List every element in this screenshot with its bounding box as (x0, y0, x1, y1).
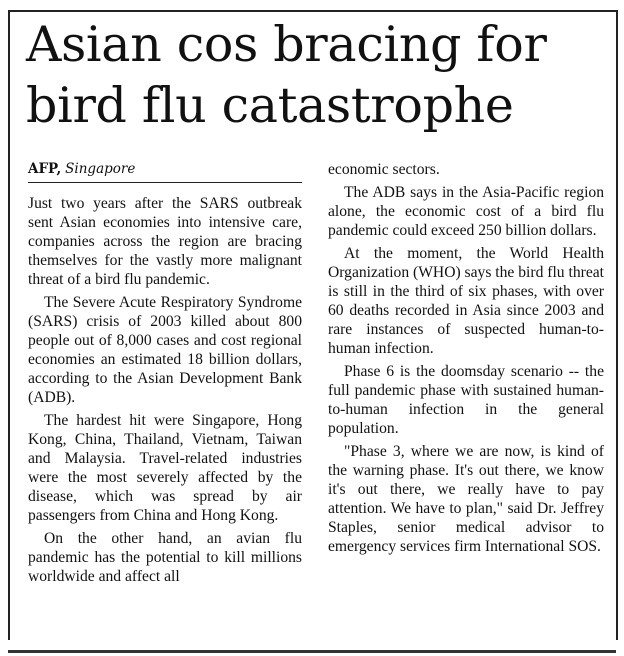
headline (26, 14, 616, 136)
paragraph: On the other hand, an avian flu pandemic has the potential to kill millions worldwide and affect all (28, 530, 302, 585)
article-column-2 (328, 160, 604, 560)
paragraph: The hardest hit were Singapore, Hong Kong, China, Thailand, Vietnam, Taiwan and Malaysia. Travel-related industries were the most severely affected by the disease, which was spread by air passengers from China and Hong Kong. (28, 412, 302, 524)
article-column-1 (28, 194, 302, 590)
dateline-agency: AFP, (28, 161, 62, 177)
paragraph: economic sectors. (328, 161, 440, 178)
paragraph: The ADB says in the Asia-Pacific region alone, the economic cost of a bird flu pandemic could exceed 250 billion dollars. (328, 184, 604, 239)
paragraph: At the moment, the World Health Organization (WHO) says the bird flu threat is still in the third of six phases, with over 60 deaths recorded in Asia since 2003 and rare instances of suspected human-to-human infection. (328, 245, 604, 357)
paragraph: Just two years after the SARS outbreak sent Asian economies into intensive care, companies across the region are bracing themselves for the vastly more malignant threat of a bird flu pandemic. (28, 195, 302, 288)
dateline (28, 160, 135, 178)
headline-line-1: Asian cos bracing for (26, 16, 547, 73)
dateline-rule (28, 182, 302, 183)
paragraph: Phase 6 is the doomsday scenario -- the full pandemic phase with sustained human-to-human infection in the general population. (328, 363, 604, 437)
paragraph: The Severe Acute Respiratory Syndrome (SARS) crisis of 2003 killed about 800 people out of 8,000 cases and cost regional economies an estimated 18 billion dollars, according to the Asian Development Bank (ADB). (28, 294, 302, 406)
bottom-rule (8, 650, 616, 653)
paragraph: "Phase 3, where we are now, is kind of the warning phase. It's out there, we know it's out there, we really have to pay attention. We have to plan," said Dr. Jeffrey Staples, senior medical advisor to emergency services firm International SOS. (328, 443, 604, 555)
dateline-place: Singapore (65, 161, 136, 177)
headline-line-2: bird flu catastrophe (26, 77, 514, 134)
